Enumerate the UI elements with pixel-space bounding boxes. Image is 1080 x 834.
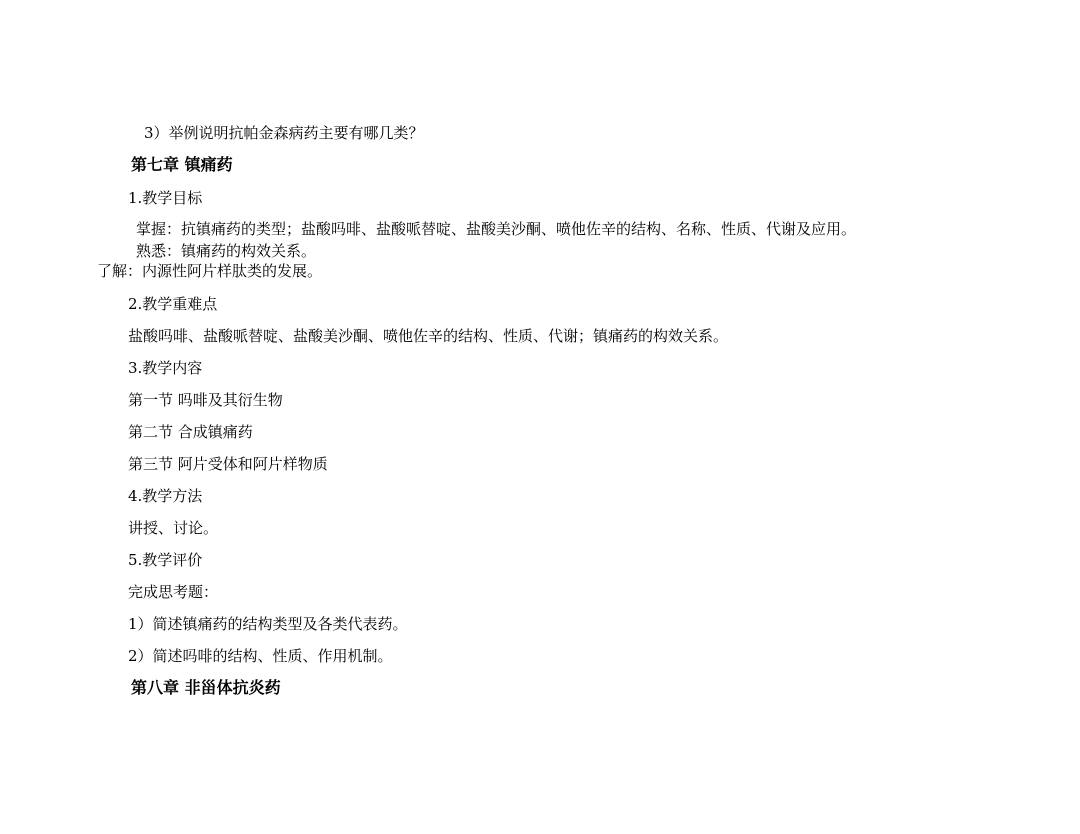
objectives-heading: 1.教学目标 — [128, 189, 203, 207]
chapter-8-title: 第八章 非甾体抗炎药 — [131, 678, 281, 697]
chapter-7-title: 第七章 镇痛药 — [131, 155, 233, 174]
section-3: 第三节 阿片受体和阿片样物质 — [128, 455, 328, 473]
objective-familiar: 熟悉：镇痛药的构效关系。 — [136, 242, 317, 260]
methods-text: 讲授、讨论。 — [128, 519, 219, 537]
key-points-heading: 2.教学重难点 — [128, 295, 218, 313]
key-points-text: 盐酸吗啡、盐酸哌替啶、盐酸美沙酮、喷他佐辛的结构、性质、代谢；镇痛药的构效关系。 — [128, 327, 729, 345]
question-2: 2）简述吗啡的结构、性质、作用机制。 — [128, 647, 393, 665]
evaluation-heading: 5.教学评价 — [128, 551, 203, 569]
section-1: 第一节 吗啡及其衍生物 — [128, 391, 283, 409]
evaluation-intro: 完成思考题： — [128, 583, 219, 601]
question-3: 3）举例说明抗帕金森病药主要有哪几类？ — [144, 124, 424, 142]
question-1: 1）简述镇痛药的结构类型及各类代表药。 — [128, 615, 408, 633]
section-2: 第二节 合成镇痛药 — [128, 423, 253, 441]
methods-heading: 4.教学方法 — [128, 487, 203, 505]
objective-master: 掌握：抗镇痛药的类型；盐酸吗啡、盐酸哌替啶、盐酸美沙酮、喷他佐辛的结构、名称、性质、代谢及应用。 — [136, 220, 857, 238]
objective-understand: 了解：内源性阿片样肽类的发展。 — [97, 262, 323, 280]
content-heading: 3.教学内容 — [128, 359, 203, 377]
